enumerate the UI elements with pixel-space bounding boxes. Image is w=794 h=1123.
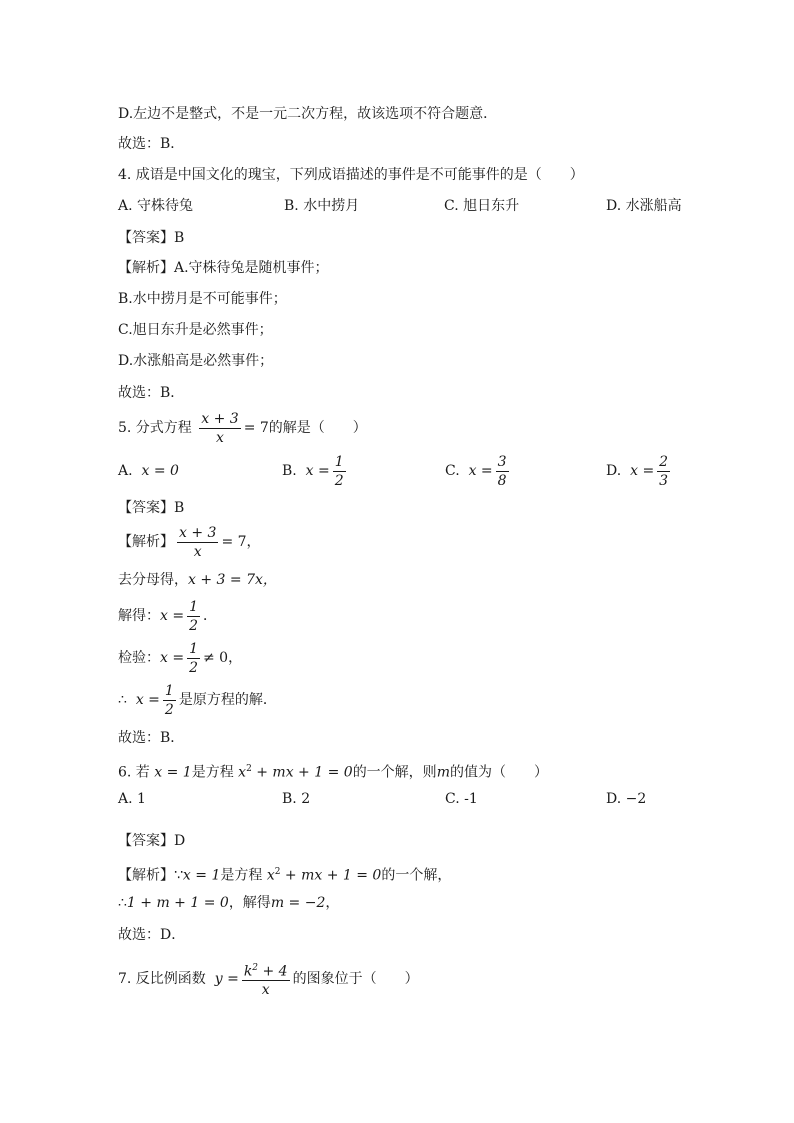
question-4-stem: 4. 成语是中国文化的瑰宝，下列成语描述的事件是不可能事件的是（ ） xyxy=(118,167,584,183)
selection-line: 故选：B． xyxy=(118,730,185,746)
option-a: A. 1 xyxy=(118,791,146,807)
fraction: $\frac{k^2 + 4}{x}$ xyxy=(242,959,290,1000)
option-a: A. x = 0 xyxy=(118,463,179,479)
explanation-line: D.水涨船高是必然事件； xyxy=(118,353,274,369)
explanation-line: B.水中捞月是不可能事件； xyxy=(118,291,287,307)
explanation-line: ∴1 + m + 1 = 0，解得m = −2， xyxy=(118,895,340,911)
text-line: 故选：B． xyxy=(118,136,185,152)
explanation-line: 【解析】A.守株待兔是随机事件； xyxy=(118,260,329,276)
option-c: C. -1 xyxy=(445,791,478,807)
question-7-stem: 7. 反比例函数 y = $\frac{k^2 + 4}{x}$ 的图象位于（ ） xyxy=(118,958,419,1000)
option-a: A. 守株待兔 xyxy=(118,198,194,214)
question-6-stem: 6. 若 x = 1是方程 $x^2$ + mx + 1 = 0的一个解，则m的值为（ ） xyxy=(118,764,548,781)
explanation-line: 去分母得，x + 3 = 7x， xyxy=(118,572,277,588)
explanation-line: ∴ x = $\frac{1}{2}$ 是原方程的解． xyxy=(118,682,277,718)
explanation-line: 【解析】∵x = 1是方程 $x^2$ + mx + 1 = 0的一个解， xyxy=(118,867,452,884)
question-5-stem: 5. 分式方程 $\frac{x + 3}{x}$ = 7的解是（ ） xyxy=(118,410,367,446)
question-4-options xyxy=(118,194,718,218)
option-d: D. x = $\frac{2}{3}$ xyxy=(606,453,669,489)
explanation-line: 【解析】 $\frac{x + 3}{x}$ = 7， xyxy=(118,524,261,560)
answer-line: 【答案】D xyxy=(118,833,186,849)
option-c: C. x = $\frac{3}{8}$ xyxy=(445,453,507,489)
answer-line: 【答案】B xyxy=(118,230,185,246)
option-c: C. 旭日东升 xyxy=(444,198,520,214)
selection-line: 故选：D． xyxy=(118,927,186,943)
option-d: D. 水涨船高 xyxy=(606,198,682,214)
option-d: D. −2 xyxy=(606,791,647,807)
answer-line: 【答案】B xyxy=(118,500,185,516)
option-b: B. x = $\frac{1}{2}$ xyxy=(282,453,344,489)
question-6-options xyxy=(118,787,718,811)
question-5-options xyxy=(118,451,718,491)
explanation-line: 检验：x = $\frac{1}{2}$ ≠ 0， xyxy=(118,640,243,676)
explanation-line: 解得：x = $\frac{1}{2}$ ． xyxy=(118,598,217,634)
fraction: $\frac{x + 3}{x}$ xyxy=(201,410,239,446)
explanation-line: C.旭日东升是必然事件； xyxy=(118,322,273,338)
selection-line: 故选：B． xyxy=(118,385,185,401)
option-b: B. 水中捞月 xyxy=(284,198,360,214)
text-line: D.左边不是整式，不是一元二次方程，故该选项不符合题意． xyxy=(118,106,498,122)
option-b: B. 2 xyxy=(282,791,311,807)
